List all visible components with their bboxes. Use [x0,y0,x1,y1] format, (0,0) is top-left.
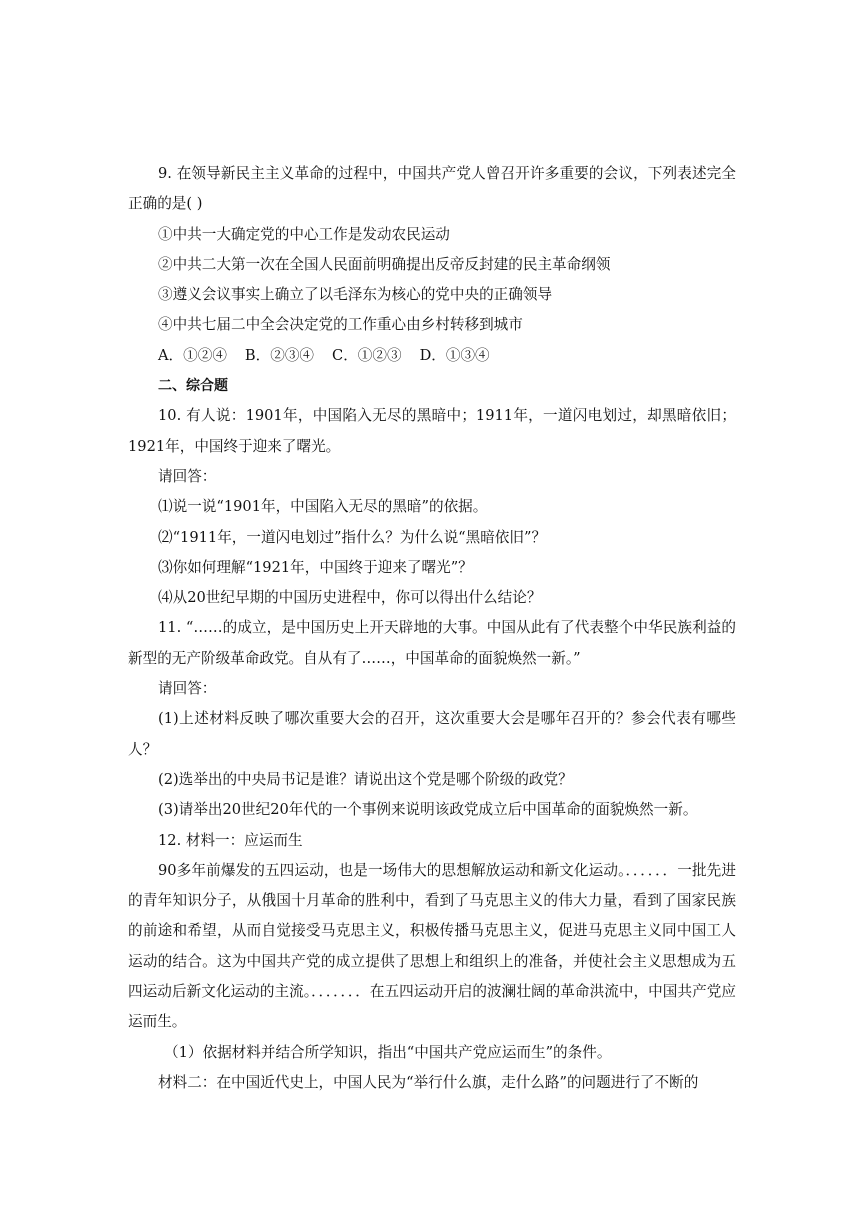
q12-sub-1: （1）依据材料并结合所学知识，指出“中国共产党应运而生”的条件。 [164,1043,612,1061]
q10-prompt: 请回答： [158,467,217,485]
q10-sub-1: ⑴说一说“1901年，中国陷入无尽的黑暗”的依据。 [158,498,488,516]
q9-statement-1: ①中共一大确定党的中心工作是发动农民运动 [158,225,450,243]
section-heading: 二、综合题 [158,378,228,395]
q11-sub-1: (1)上述材料反映了哪次重要大会的召开，这次重要大会是哪年召开的？参会代表有哪些人？ [128,710,736,758]
q9-stem: 9. 在领导新民主主义革命的过程中，中国共产党人曾召开许多重要的会议，下列表述完全正确的是( ) [128,165,736,213]
q12-material-1: 90多年前爆发的五四运动，也是一场伟大的思想解放运动和新文化运动。．．．．．．一批先进的青年知识分子，从俄国十月革命的胜利中，看到了马克思主义的伟大力量，看到了国家民族的前途和希望，从而自觉接受马克思主义，积极传播马克思主义，促进马克思主义同中国工人运动的结合。这为中国共产党的成立提供了思想上和组织上的准备，并使社会主义思想成为五四运动后新文化运动的主流。．．．．．．．在五四运动开启的波澜壮阔的革命洪流中，中国共产党应运而生。 [128,861,736,1031]
document-body [128,159,736,1098]
q10-stem: 10. 有人说：1901年，中国陷入无尽的黑暗中；1911年，一道闪电划过，却黑暗依旧；1921年，中国终于迎来了曙光。 [128,407,736,455]
q9-statement-2: ②中共二大第一次在全国人民面前明确提出反帝反封建的民主革命纲领 [158,255,611,273]
q10-sub-4: ⑷从20世纪早期的中国历史进程中，你可以得出什么结论？ [158,589,542,607]
q11-stem: 11. “……的成立，是中国历史上开天辟地的大事。中国从此有了代表整个中华民族利益的新型的无产阶级革命政党。自从有了……，中国革命的面貌焕然一新。” [128,619,736,667]
q11-prompt: 请回答： [158,680,217,698]
q9-option-d: D．①③④ [419,346,490,364]
q10-sub-3: ⑶你如何理解“1921年，中国终于迎来了曙光”？ [158,558,473,576]
q9-option-b: B．②③④ [244,346,315,364]
q10-sub-2: ⑵“1911年，一道闪电划过”指什么？为什么说“黑暗依旧”？ [158,528,547,546]
q11-sub-3: (3)请举出20世纪20年代的一个事例来说明该政党成立后中国革命的面貌焕然一新。 [158,801,698,819]
q11-sub-2: (2)选举出的中央局书记是谁？请说出这个党是哪个阶级的政党？ [158,770,573,788]
q12-material-2: 材料二：在中国近代史上，中国人民为“举行什么旗，走什么路”的问题进行了不断的 [158,1073,699,1091]
q9-statement-3: ③遵义会议事实上确立了以毛泽东为核心的党中央的正确领导 [158,286,553,304]
q9-option-a: A．①②④ [158,346,227,364]
q9-option-c: C．①②③ [332,346,402,364]
q12-stem: 12. 材料一：应运而生 [158,831,303,849]
q9-options [128,341,736,371]
q9-statement-4: ④中共七届二中全会决定党的工作重心由乡村转移到城市 [158,316,523,334]
